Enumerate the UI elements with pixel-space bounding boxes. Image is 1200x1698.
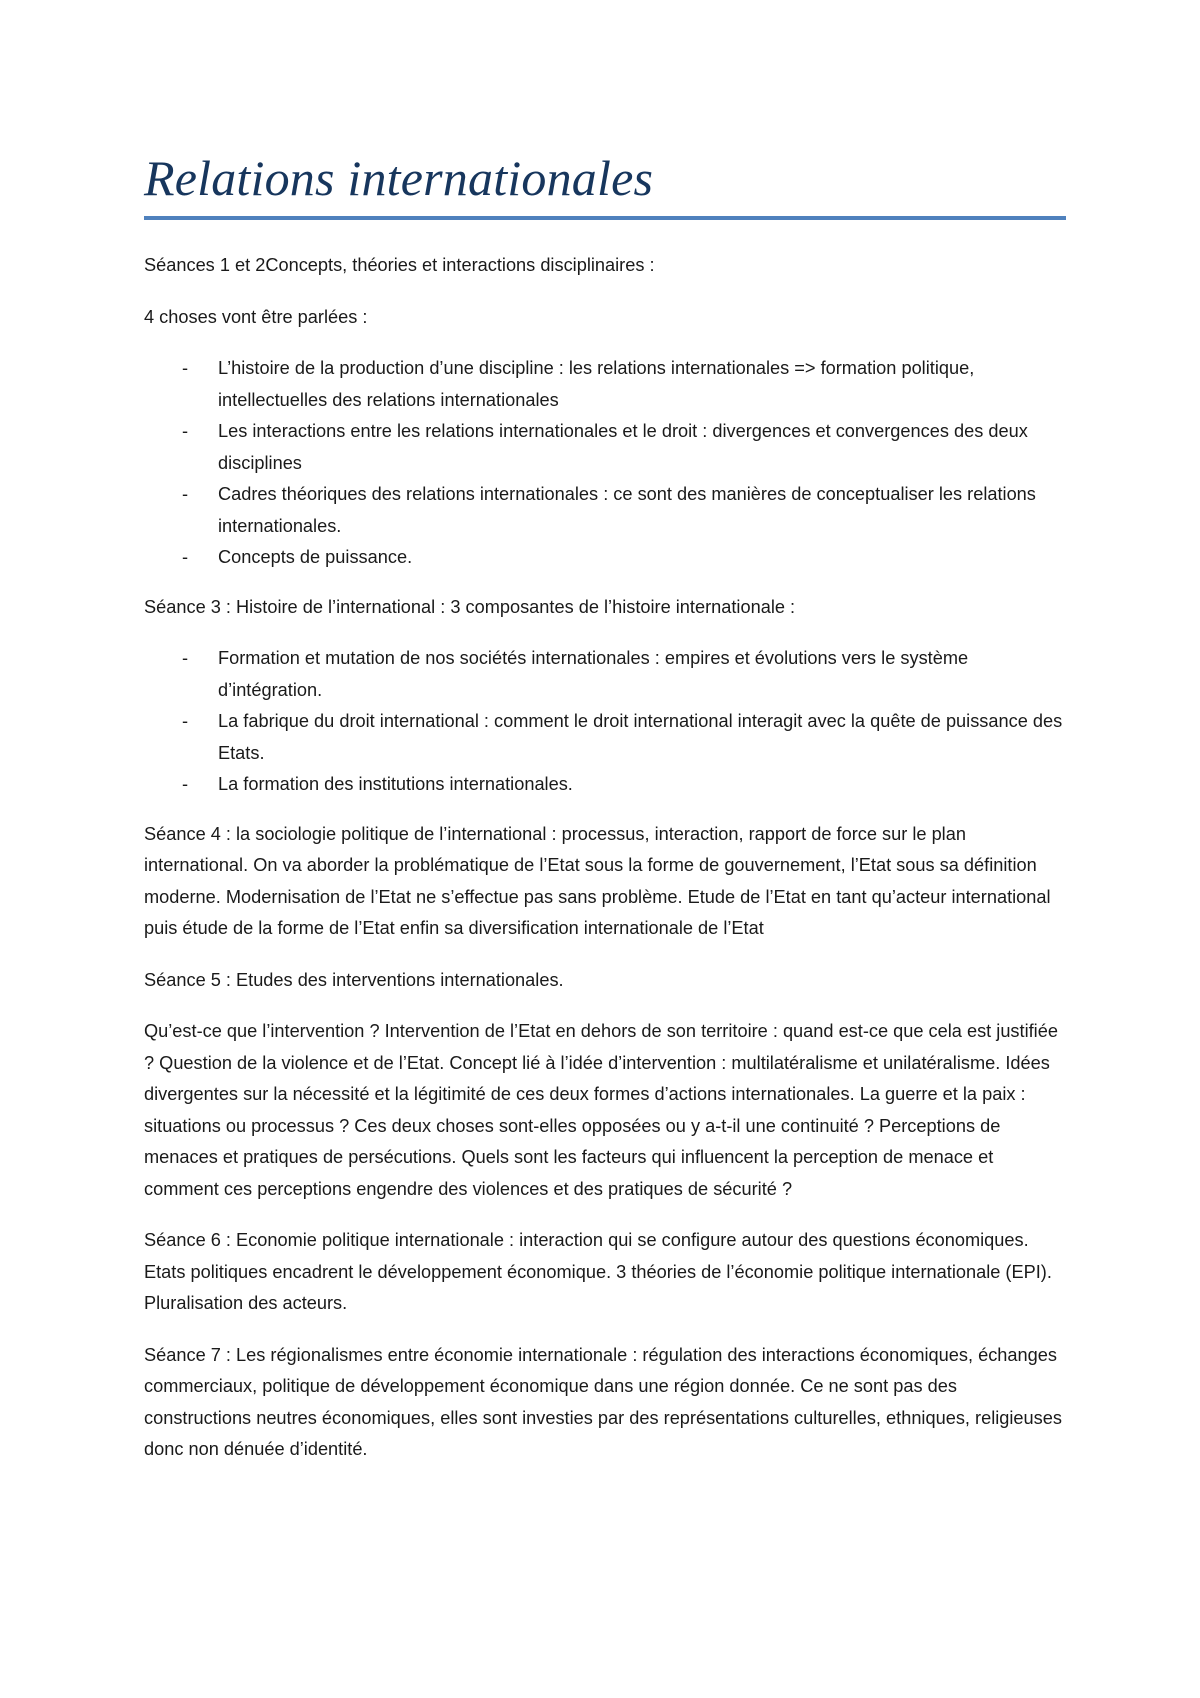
dash-bullet: - xyxy=(182,547,189,567)
dash-bullet: - xyxy=(182,774,189,794)
section-intro: 4 choses vont être parlées : xyxy=(144,306,368,327)
list-item xyxy=(144,416,1066,479)
list-item xyxy=(144,769,1066,801)
list-item-text: Les interactions entre les relations internationales et le droit : divergences et convergences des deux disciplines xyxy=(218,421,1028,473)
list-item xyxy=(144,542,1066,574)
list-item-text: Concepts de puissance. xyxy=(218,547,413,567)
list-item-text: La formation des institutions internationales. xyxy=(218,774,573,794)
dash-bullet: - xyxy=(182,421,189,441)
dash-bullet: - xyxy=(182,648,189,668)
paragraph-intervention: Qu’est-ce que l’intervention ? Intervention de l’Etat en dehors de son territoire : quand est-ce que cela est justifiée ? Question de la violence et de l’Etat. Concept lié à l’idée d’intervention : multilatéralisme et unilatéralisme. Idées divergentes sur la nécessité et la légitimité de ces deux formes d’actions internationales. La guerre et la paix : situations ou processus ? Ces deux choses sont-elles opposées ou y a-t-il une continuité ? Perceptions de menaces et pratiques de persécutions. Quels sont les facteurs qui influencent la perception de menace et comment ces perceptions engendre des violences et des pratiques de sécurité ? xyxy=(144,1021,1058,1199)
list-item-text: Formation et mutation de nos sociétés internationales : empires et évolutions vers le système d’intégration. xyxy=(218,648,969,700)
list-item-text: Cadres théoriques des relations internationales : ce sont des manières de conceptualiser les relations internationales. xyxy=(218,484,1036,536)
components-list xyxy=(144,643,1066,801)
document-title: Relations internationales xyxy=(144,150,654,206)
list-item-text: L’histoire de la production d’une discipline : les relations internationales => formation politique, intellectuelles des relations internationales xyxy=(218,358,975,410)
list-item xyxy=(144,706,1066,769)
list-item-text: La fabrique du droit international : comment le droit international interagit avec la quête de puissance des Etats. xyxy=(218,711,1063,763)
section-heading-seance-3: Séance 3 : Histoire de l’international : 3 composantes de l’histoire internationale : xyxy=(144,596,796,617)
paragraph-seance-4: Séance 4 : la sociologie politique de l’international : processus, interaction, rapport de force sur le plan international. On va aborder la problématique de l’Etat sous la forme de gouvernement, l’Etat sous sa définition moderne. Modernisation de l’Etat ne s’effectue pas sans problème. Etude de l’Etat en tant qu’acteur international puis étude de la forme de l’Etat enfin sa diversification internationale de l’Etat xyxy=(144,823,1051,938)
dash-bullet: - xyxy=(182,711,189,731)
paragraph-seance-5: Séance 5 : Etudes des interventions internationales. xyxy=(144,969,564,990)
list-item xyxy=(144,643,1066,706)
dash-bullet: - xyxy=(182,358,189,378)
dash-bullet: - xyxy=(182,484,189,504)
topics-list xyxy=(144,353,1066,574)
section-heading-seances-1-2: Séances 1 et 2Concepts, théories et interactions disciplinaires : xyxy=(144,255,655,275)
paragraph-seance-6: Séance 6 : Economie politique internationale : interaction qui se configure autour des questions économiques. Etats politiques encadrent le développement économique. 3 théories de l’économie politique internationale (EPI). Pluralisation des acteurs. xyxy=(144,1230,1052,1313)
paragraph-seance-7: Séance 7 : Les régionalismes entre économie internationale : régulation des interactions économiques, échanges commerciaux, politique de développement économique dans une région donnée. Ce ne sont pas des constructions neutres économiques, elles sont investies par des représentations culturelles, ethniques, religieuses donc non dénuée d’identité. xyxy=(144,1344,1062,1459)
list-item xyxy=(144,479,1066,542)
title-underline xyxy=(144,216,1066,220)
list-item xyxy=(144,353,1066,416)
